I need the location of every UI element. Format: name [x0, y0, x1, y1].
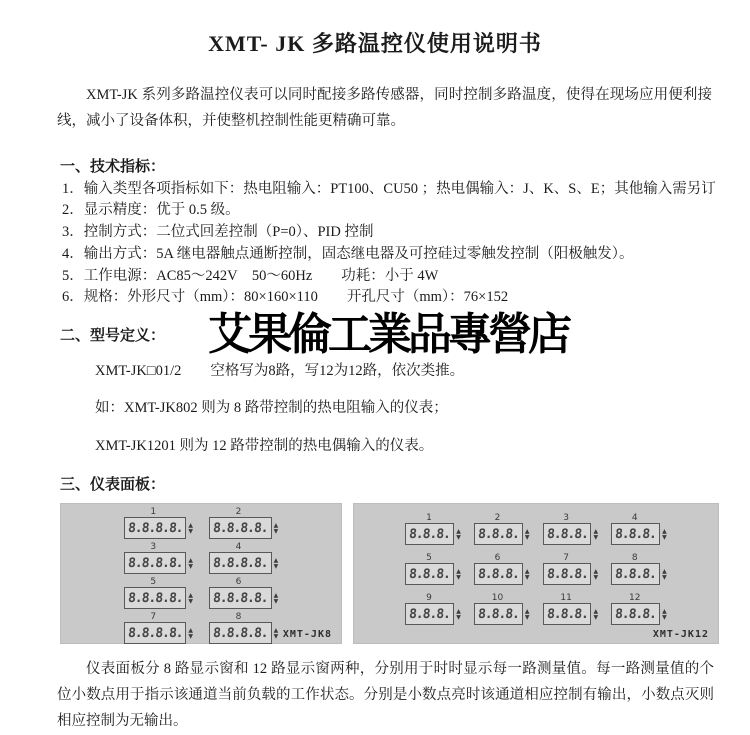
model-line: XMT-JK□01/2 空格写为8路，写12为12路，依次类推。: [95, 362, 465, 379]
segment-digits: 8.8.8.: [545, 567, 589, 583]
up-arrow-icon: ▲: [188, 521, 193, 529]
segment-digits: 8.8.8.: [614, 567, 657, 583]
store-watermark: 艾果倫工業品專營店: [208, 310, 568, 359]
segment-digits: 8.8.8.: [408, 567, 451, 583]
arrow-buttons: [456, 529, 461, 540]
segment-digits: 8.8.8.: [545, 527, 589, 543]
arrow-buttons: [188, 593, 193, 604]
down-arrow-icon: ▼: [456, 613, 461, 621]
up-arrow-icon: ▲: [593, 567, 599, 575]
display-grid-jk8: [60, 503, 342, 644]
down-arrow-icon: ▼: [593, 573, 599, 581]
seven-segment-display: [124, 517, 187, 539]
document-page: [0, 27, 750, 729]
up-arrow-icon: ▲: [273, 556, 279, 564]
channel-number: 1: [150, 507, 157, 518]
display-unit: [543, 554, 599, 585]
up-arrow-icon: ▲: [188, 591, 193, 599]
panel-figures: [60, 503, 750, 644]
down-arrow-icon: ▼: [524, 533, 530, 541]
segment-digits: 8.8.8.8.: [127, 591, 184, 607]
channel-number: 10: [491, 593, 504, 604]
channel-number: 6: [235, 577, 242, 588]
segment-digits: 8.8.8.8.: [212, 591, 269, 607]
display-unit: [543, 514, 599, 545]
down-arrow-icon: ▼: [662, 573, 667, 581]
arrow-buttons: [188, 558, 193, 569]
segment-digits: 8.8.8.: [614, 527, 657, 543]
model-definition-block: [95, 360, 750, 459]
up-arrow-icon: ▲: [456, 567, 461, 575]
spec-item: 2．显示精度：优于 0.5 级。: [62, 202, 240, 219]
up-arrow-icon: ▲: [524, 527, 530, 535]
seven-segment-display: [611, 523, 660, 545]
seven-segment-display: [209, 517, 272, 539]
channel-number: 4: [235, 542, 242, 553]
down-arrow-icon: ▼: [273, 632, 279, 640]
seven-segment-display: [124, 622, 187, 644]
instrument-panel-jk12: [353, 503, 719, 644]
display-unit: [611, 514, 667, 545]
up-arrow-icon: ▲: [662, 567, 667, 575]
arrow-buttons: [593, 609, 598, 620]
display-unit: [543, 594, 599, 625]
channel-number: 8: [631, 553, 638, 564]
segment-digits: 8.8.8.: [614, 607, 657, 623]
seven-segment-display: [611, 603, 660, 625]
arrow-buttons: [662, 529, 667, 540]
model-line: 如：XMT-JK802 则为 8 路带控制的热电阻输入的仪表；: [95, 400, 448, 417]
segment-digits: 8.8.8.: [477, 607, 520, 623]
seven-segment-display: [474, 523, 523, 545]
seven-segment-display: [543, 603, 592, 625]
display-unit: [209, 578, 278, 609]
seven-segment-display: [124, 587, 187, 609]
spec-item: 5．工作电源：AC85～242V 50～60Hz 功耗：小于 4W: [62, 267, 439, 284]
seven-segment-display: [405, 523, 454, 545]
channel-number: 6: [494, 553, 501, 564]
channel-number: 5: [426, 553, 432, 564]
up-arrow-icon: ▲: [593, 607, 599, 615]
section-heading-panel: 三、仪表面板：: [60, 477, 166, 494]
display-unit: [124, 578, 193, 609]
arrow-buttons: [274, 523, 279, 534]
up-arrow-icon: ▲: [188, 626, 193, 634]
arrow-buttons: [662, 569, 667, 580]
down-arrow-icon: ▼: [593, 533, 599, 541]
footer-paragraph: 仪表面板分 8 路显示窗和 12 路显示窗两种，分别用于时时显示每一路测量值。每一路测量值的个位小数点用于指示该通道当前负载的工作状态。分别是小数点亮时该通道相应控制有输出，小数点灭则相应控制为无输出。: [57, 661, 714, 729]
arrow-buttons: [662, 609, 667, 620]
channel-number: 11: [560, 593, 572, 604]
segment-digits: 8.8.8.: [477, 567, 520, 583]
panel-model-label: XMT-JK8: [282, 629, 332, 641]
arrow-buttons: [274, 593, 279, 604]
channel-number: 3: [563, 513, 569, 524]
up-arrow-icon: ▲: [273, 626, 279, 634]
seven-segment-display: [209, 622, 272, 644]
spec-item: 3．控制方式：二位式回差控制（P=0）、PID 控制: [62, 224, 374, 241]
section-heading-model: 二、型号定义：: [60, 328, 166, 345]
channel-number: 7: [150, 612, 157, 623]
arrow-buttons: [188, 628, 193, 639]
down-arrow-icon: ▼: [188, 597, 193, 605]
segment-digits: 8.8.8.8.: [212, 521, 269, 537]
panel-model-label: XMT-JK12: [652, 629, 709, 641]
display-unit: [474, 554, 530, 585]
up-arrow-icon: ▲: [662, 527, 667, 535]
down-arrow-icon: ▼: [524, 573, 530, 581]
arrow-buttons: [274, 558, 279, 569]
up-arrow-icon: ▲: [524, 567, 530, 575]
seven-segment-display: [405, 603, 454, 625]
display-unit: [209, 613, 278, 644]
up-arrow-icon: ▲: [524, 607, 530, 615]
down-arrow-icon: ▼: [456, 573, 461, 581]
down-arrow-icon: ▼: [593, 613, 599, 621]
segment-digits: 8.8.8.8.: [212, 556, 269, 572]
arrow-buttons: [456, 609, 461, 620]
channel-number: 2: [235, 507, 242, 518]
up-arrow-icon: ▲: [456, 527, 461, 535]
arrow-buttons: [274, 628, 279, 639]
display-grid-jk12: [353, 503, 719, 625]
down-arrow-icon: ▼: [273, 597, 279, 605]
display-unit: [611, 594, 667, 625]
intro-paragraph: XMT-JK 系列多路温控仪表可以同时配接多路传感器，同时控制多路温度，使得在现场应用便利接线，减小了设备体积，并使整机控制性能更精确可靠。: [57, 87, 712, 129]
channel-number: 2: [494, 513, 501, 524]
up-arrow-icon: ▲: [273, 521, 279, 529]
down-arrow-icon: ▼: [524, 613, 530, 621]
arrow-buttons: [456, 569, 461, 580]
up-arrow-icon: ▲: [593, 527, 599, 535]
segment-digits: 8.8.8.8.: [127, 521, 184, 537]
arrow-buttons: [525, 569, 530, 580]
instrument-panel-jk8: [60, 503, 342, 644]
down-arrow-icon: ▼: [456, 533, 461, 541]
segment-digits: 8.8.8.8.: [127, 626, 184, 642]
channel-number: 9: [426, 593, 432, 604]
up-arrow-icon: ▲: [273, 591, 279, 599]
channel-number: 8: [235, 612, 242, 623]
up-arrow-icon: ▲: [662, 607, 667, 615]
page-title: XMT- JK 多路温控仪使用说明书: [208, 31, 542, 56]
arrow-buttons: [188, 523, 193, 534]
down-arrow-icon: ▼: [273, 562, 279, 570]
channel-number: 7: [563, 553, 569, 564]
seven-segment-display: [543, 563, 592, 585]
display-unit: [124, 543, 193, 574]
channel-number: 4: [631, 513, 638, 524]
down-arrow-icon: ▼: [188, 632, 193, 640]
segment-digits: 8.8.8.: [545, 607, 589, 623]
display-unit: [405, 554, 461, 585]
segment-digits: 8.8.8.8.: [212, 626, 269, 642]
arrow-buttons: [593, 569, 598, 580]
display-unit: [611, 554, 667, 585]
display-unit: [209, 543, 278, 574]
down-arrow-icon: ▼: [662, 613, 667, 621]
seven-segment-display: [474, 603, 523, 625]
up-arrow-icon: ▲: [188, 556, 193, 564]
display-unit: [474, 594, 530, 625]
channel-number: 12: [628, 593, 641, 604]
seven-segment-display: [405, 563, 454, 585]
specs-list: [0, 179, 750, 310]
arrow-buttons: [525, 609, 530, 620]
up-arrow-icon: ▲: [456, 607, 461, 615]
seven-segment-display: [611, 563, 660, 585]
arrow-buttons: [525, 529, 530, 540]
channel-number: 1: [426, 513, 432, 524]
segment-digits: 8.8.8.: [408, 607, 451, 623]
down-arrow-icon: ▼: [662, 533, 667, 541]
down-arrow-icon: ▼: [188, 562, 193, 570]
display-unit: [124, 613, 193, 644]
arrow-buttons: [593, 529, 598, 540]
spec-item: 4．输出方式：5A 继电器触点通断控制，固态继电器及可控硅过零触发控制（阳极触发）。: [62, 245, 634, 262]
channel-number: 3: [150, 542, 157, 553]
seven-segment-display: [209, 552, 272, 574]
segment-digits: 8.8.8.: [477, 527, 520, 543]
down-arrow-icon: ▼: [273, 527, 279, 535]
section-heading-specs: 一、技术指标：: [60, 158, 166, 175]
display-unit: [474, 514, 530, 545]
model-line: XMT-JK1201 则为 12 路带控制的热电偶输入的仪表。: [95, 437, 434, 454]
spec-item: 1．输入类型各项指标如下：热电阻输入：PT100、CU50 ；热电偶输入：J、K、S、E；其他输入需另订: [62, 180, 716, 197]
segment-digits: 8.8.8.8.: [127, 556, 184, 572]
seven-segment-display: [474, 563, 523, 585]
display-unit: [209, 508, 278, 539]
seven-segment-display: [543, 523, 592, 545]
seven-segment-display: [209, 587, 272, 609]
display-unit: [124, 508, 193, 539]
segment-digits: 8.8.8.: [408, 527, 451, 543]
channel-number: 5: [150, 577, 157, 588]
spec-item: 6．规格：外形尺寸（mm）：80×160×110 开孔尺寸（mm）：76×152: [62, 289, 509, 306]
display-unit: [405, 514, 461, 545]
display-unit: [405, 594, 461, 625]
seven-segment-display: [124, 552, 187, 574]
down-arrow-icon: ▼: [188, 527, 193, 535]
